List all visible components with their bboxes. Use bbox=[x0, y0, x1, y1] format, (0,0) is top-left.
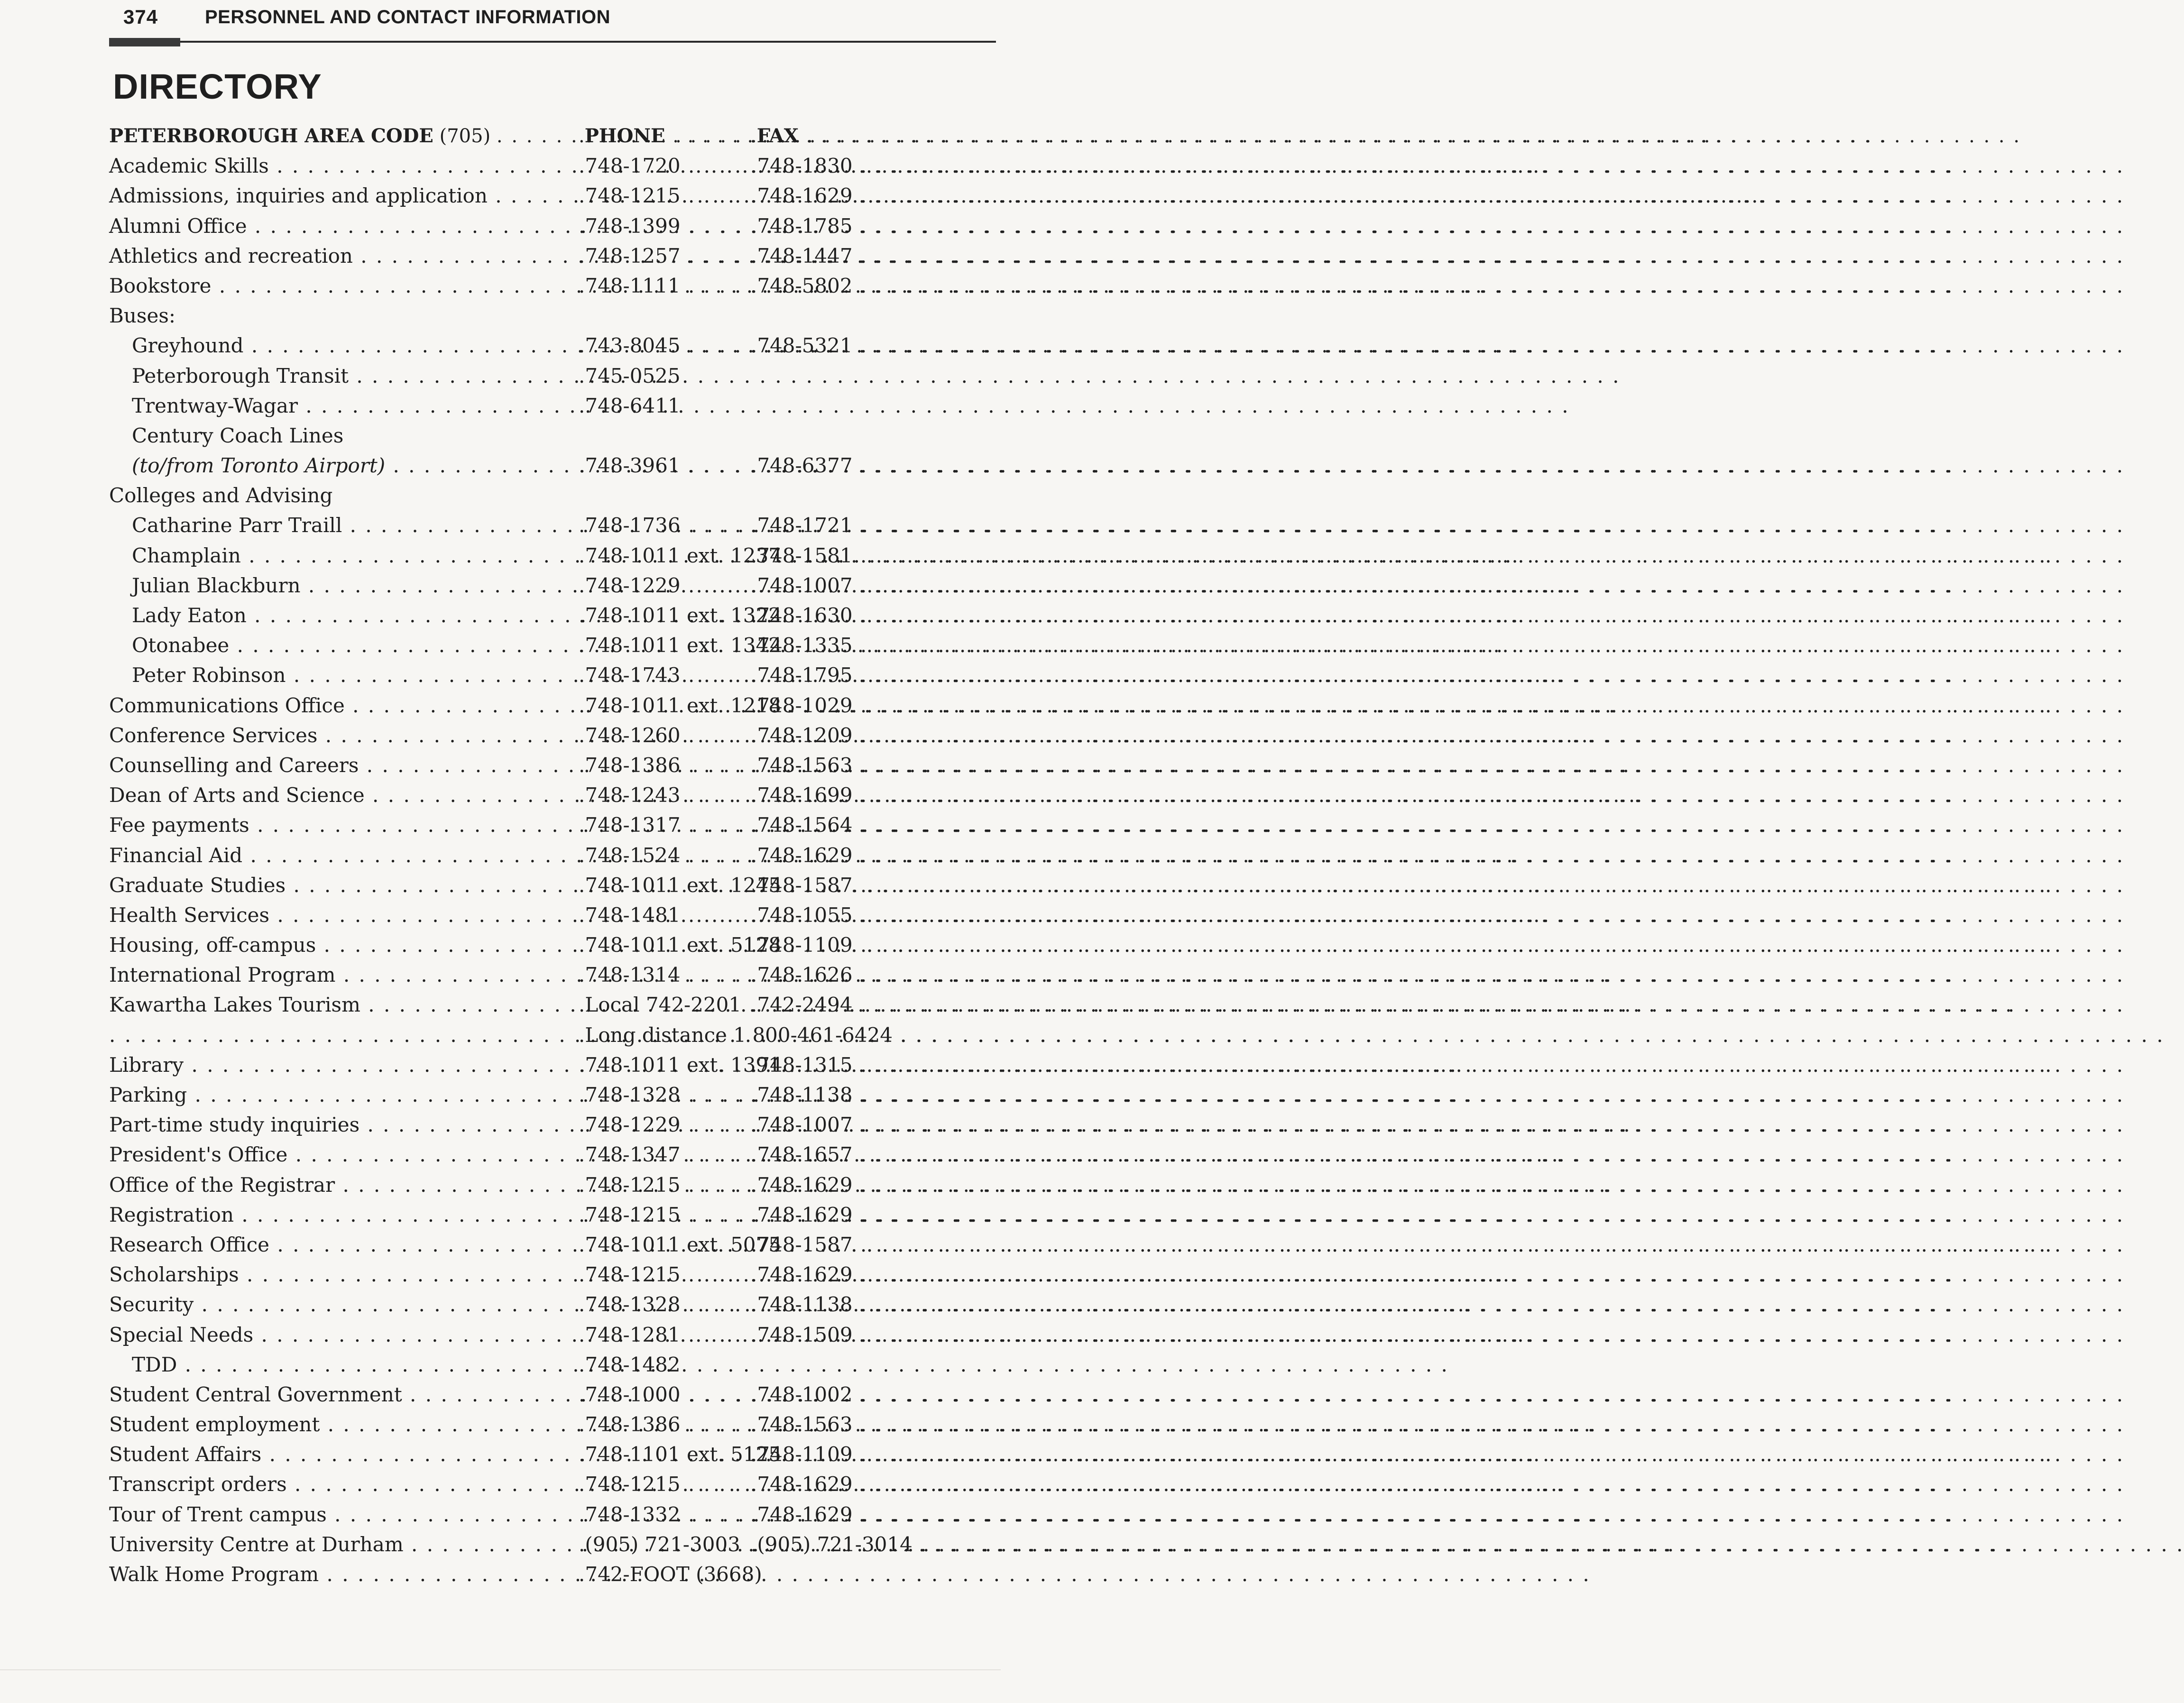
entry-phone: .748-1257 . . . bbox=[579, 241, 751, 271]
entry-fax: .748-1007 . . . bbox=[751, 571, 996, 600]
entry-fax: .748-5321 . . . bbox=[751, 331, 996, 360]
entry-fax: .748-1564 . . . bbox=[751, 810, 996, 840]
phone-column-header: .PHONE . . . bbox=[579, 121, 751, 151]
entry-fax: .748-1587 . . . bbox=[751, 1230, 996, 1260]
entry-name: Walk Home Program . . . bbox=[109, 1559, 579, 1589]
entry-name: Champlain . . . bbox=[109, 541, 579, 571]
entry-fax: .748-1563 . . . bbox=[751, 750, 996, 780]
entry-fax: .748-1629 . . . bbox=[751, 840, 996, 870]
entry-name: Lady Eaton . . . bbox=[109, 600, 579, 630]
entry-name: Greyhound . . . bbox=[109, 331, 579, 360]
entry-name: Parking . . . bbox=[109, 1080, 579, 1110]
entry-phone: .748-1743 . . . bbox=[579, 660, 751, 690]
directory-row bbox=[109, 1320, 996, 1350]
entry-phone: .748-1347 . . . bbox=[579, 1140, 751, 1169]
directory-row bbox=[109, 1140, 996, 1169]
directory-row bbox=[109, 1289, 996, 1319]
directory-row bbox=[109, 750, 996, 780]
entry-name: Kawartha Lakes Tourism . . . bbox=[109, 990, 579, 1020]
directory-row bbox=[109, 930, 996, 960]
entry-fax: .(905) 721-3014 . . . bbox=[751, 1529, 996, 1559]
entry-name: Student employment . . . bbox=[109, 1409, 579, 1439]
directory-row bbox=[109, 1260, 996, 1289]
entry-phone: .748-1011 ext. 1245 . . . bbox=[579, 870, 751, 900]
entry-fax: .748-1629 . . . bbox=[751, 1170, 996, 1200]
entry-fax: .748-1509 . . . bbox=[751, 1320, 996, 1350]
entry-fax: .748-1002 . . . bbox=[751, 1380, 996, 1409]
directory-table bbox=[109, 121, 996, 1589]
entry-name: Office of the Registrar . . . bbox=[109, 1170, 579, 1200]
entry-phone: .(905) 721-3003 . . . bbox=[579, 1529, 751, 1559]
directory-row bbox=[109, 780, 996, 810]
entry-name: Security . . . bbox=[109, 1289, 579, 1319]
entry-fax: .748-1109 . . . bbox=[751, 930, 996, 960]
entry-phone: .748-1011 ext. 1237 . . . bbox=[579, 541, 751, 571]
entry-fax: .748-1629 . . . bbox=[751, 1200, 996, 1230]
entry-name: Student Central Government . . . bbox=[109, 1380, 579, 1409]
entry-phone: .748-1328 . . . bbox=[579, 1080, 751, 1110]
entry-phone: .748-1215 . . . bbox=[579, 181, 751, 211]
entry-phone: .748-1720 . . . bbox=[579, 151, 751, 181]
entry-fax: .748-1785 . . . bbox=[751, 211, 996, 241]
entry-name: Julian Blackburn . . . bbox=[109, 571, 579, 600]
entry-name: Peterborough Transit . . . bbox=[109, 361, 579, 391]
entry-fax: .748-1587 . . . bbox=[751, 870, 996, 900]
entry-name: Catharine Parr Traill . . . bbox=[109, 510, 579, 540]
directory-row bbox=[109, 630, 996, 660]
entry-fax: .748-1795 . . . bbox=[751, 660, 996, 690]
directory-row bbox=[109, 1500, 996, 1529]
directory-row bbox=[109, 1050, 996, 1080]
directory-row bbox=[109, 361, 996, 391]
entry-name: Library . . . bbox=[109, 1050, 579, 1080]
entry-name: Conference Services . . . bbox=[109, 720, 579, 750]
entry-name: TDD . . . bbox=[109, 1350, 579, 1380]
area-code-label: PETERBOROUGH AREA CODE bbox=[109, 125, 433, 147]
entry-fax: .748-1335 . . . bbox=[751, 630, 996, 660]
entry-phone: .748-1215 . . . bbox=[579, 1200, 751, 1230]
entry-phone: .748-1281 . . . bbox=[579, 1320, 751, 1350]
entry-phone: .Local 742-2201 . . . bbox=[579, 990, 751, 1020]
entry-phone: .748-1011 ext. 1218 . . . bbox=[579, 690, 751, 720]
header-rule-block bbox=[109, 38, 180, 46]
entry-name: Tour of Trent campus . . . bbox=[109, 1500, 579, 1529]
entry-fax: .748-1630 . . . bbox=[751, 600, 996, 630]
directory-header-row bbox=[109, 121, 996, 151]
entry-phone: .748-1011 ext. 1342 . . . bbox=[579, 630, 751, 660]
entry-name: Dean of Arts and Science . . . bbox=[109, 780, 579, 810]
entry-name: Buses: bbox=[109, 304, 176, 328]
directory-row bbox=[109, 1559, 996, 1589]
directory-row bbox=[109, 1110, 996, 1140]
entry-phone: .748-1328 . . . bbox=[579, 1289, 751, 1319]
entry-phone: .745-0525 bbox=[579, 364, 681, 387]
entry-phone: .748-1011 ext. 1322 . . . bbox=[579, 600, 751, 630]
entry-phone: .748-1229 . . . bbox=[579, 1110, 751, 1140]
directory-row bbox=[109, 451, 996, 480]
entry-phone: .748-3961 . . . bbox=[579, 451, 751, 480]
entry-phone: .748-1011 ext. 5128 . . . bbox=[579, 930, 751, 960]
entry-phone: .748-1314 . . . bbox=[579, 960, 751, 990]
directory-row bbox=[109, 960, 996, 990]
directory-row bbox=[109, 181, 996, 211]
entry-name: (to/from Toronto Airport) . . . bbox=[109, 451, 579, 480]
directory-row bbox=[109, 1409, 996, 1439]
directory-row bbox=[109, 600, 996, 630]
directory-row bbox=[109, 1020, 996, 1050]
entry-fax: .748-5802 . . . bbox=[751, 271, 996, 301]
entry-name: Otonabee . . . bbox=[109, 630, 579, 660]
entry-name: Admissions, inquiries and application . . . bbox=[109, 181, 579, 211]
entry-phone: .748-1111 . . . bbox=[579, 271, 751, 301]
page-bottom-edge bbox=[0, 1669, 1001, 1670]
directory-row bbox=[109, 211, 996, 241]
entry-phone: .748-1481 . . . bbox=[579, 900, 751, 930]
area-code-value: (705) bbox=[439, 125, 491, 147]
entry-name: Research Office . . . bbox=[109, 1230, 579, 1260]
entry-fax: .748-1830 . . . bbox=[751, 151, 996, 181]
directory-row bbox=[109, 421, 996, 451]
phone-label: PHONE bbox=[584, 125, 665, 147]
entry-name: Counselling and Careers . . . bbox=[109, 750, 579, 780]
entry-phone: .748-1317 . . . bbox=[579, 810, 751, 840]
directory-row bbox=[109, 810, 996, 840]
directory-row bbox=[109, 990, 996, 1020]
page-title: DIRECTORY bbox=[113, 67, 322, 106]
directory-row bbox=[109, 870, 996, 900]
entry-fax: .748-1629 . . . bbox=[751, 1500, 996, 1529]
area-code-header bbox=[109, 121, 579, 151]
entry-name: Alumni Office . . . bbox=[109, 211, 579, 241]
directory-row bbox=[109, 1469, 996, 1499]
directory-row bbox=[109, 690, 996, 720]
entry-phone: .748-1215 . . . bbox=[579, 1260, 751, 1289]
entry-fax: .748-1626 . . . bbox=[751, 960, 996, 990]
entry-phone: .748-1386 . . . bbox=[579, 1409, 751, 1439]
entry-name: Peter Robinson . . . bbox=[109, 660, 579, 690]
entry-name: Financial Aid . . . bbox=[109, 840, 579, 870]
entry-phone: .748-1229 . . . bbox=[579, 571, 751, 600]
entry-name: Student Affairs . . . bbox=[109, 1439, 579, 1469]
entry-fax: .748-1138 . . . bbox=[751, 1289, 996, 1319]
page-number: 374 bbox=[123, 6, 158, 28]
entry-fax: .748-1447 . . . bbox=[751, 241, 996, 271]
directory-row bbox=[109, 391, 996, 421]
entry-name: Colleges and Advising bbox=[109, 484, 333, 507]
directory-row bbox=[109, 1230, 996, 1260]
entry-phone: .Long distance 1 800-461-6424 . . . bbox=[579, 1020, 996, 1050]
entry-fax: .748-1109 . . . bbox=[751, 1439, 996, 1469]
entry-phone: .748-1399 . . . bbox=[579, 211, 751, 241]
directory-row bbox=[109, 1200, 996, 1230]
entry-fax: .748-1721 . . . bbox=[751, 510, 996, 540]
page-header bbox=[109, 6, 996, 39]
entry-fax: .748-1581 . . . bbox=[751, 541, 996, 571]
entry-name: Part-time study inquiries . . . bbox=[109, 1110, 579, 1140]
entry-fax: .748-1209 . . . bbox=[751, 720, 996, 750]
entry-name: Communications Office . . . bbox=[109, 690, 579, 720]
directory-row bbox=[109, 1350, 996, 1380]
entry-name: Graduate Studies . . . bbox=[109, 870, 579, 900]
entry-name: Registration . . . bbox=[109, 1200, 579, 1230]
directory-row bbox=[109, 1170, 996, 1200]
entry-phone: .748-1524 . . . bbox=[579, 840, 751, 870]
entry-name: University Centre at Durham . . . bbox=[109, 1529, 579, 1559]
directory-row bbox=[109, 1439, 996, 1469]
entry-fax: .748-1029 . . . bbox=[751, 690, 996, 720]
entry-fax: .748-1138 . . . bbox=[751, 1080, 996, 1110]
directory-row bbox=[109, 151, 996, 181]
entry-phone: .748-1215 . . . bbox=[579, 1469, 751, 1499]
directory-row bbox=[109, 331, 996, 360]
header-rule bbox=[109, 41, 996, 43]
directory-row bbox=[109, 1380, 996, 1409]
entry-phone: .748-1215 . . . bbox=[579, 1170, 751, 1200]
entry-phone: .748-1011 ext. 1391 . . . bbox=[579, 1050, 751, 1080]
running-title: PERSONNEL AND CONTACT INFORMATION bbox=[205, 7, 610, 28]
entry-fax: .748-1315 . . . bbox=[751, 1050, 996, 1080]
directory-row bbox=[109, 1529, 996, 1559]
entry-name: President's Office . . . bbox=[109, 1140, 579, 1169]
directory-row bbox=[109, 900, 996, 930]
fax-label: FAX bbox=[756, 125, 799, 147]
directory-row bbox=[109, 301, 996, 331]
entry-phone: .748-1101 ext. 5125 . . . bbox=[579, 1439, 751, 1469]
entry-name: Health Services . . . bbox=[109, 900, 579, 930]
entry-name: Academic Skills . . . bbox=[109, 151, 579, 181]
entry-fax: .748-1629 . . . bbox=[751, 181, 996, 211]
entry-name bbox=[109, 1020, 579, 1050]
directory-row bbox=[109, 480, 996, 510]
entry-phone: .748-1000 . . . bbox=[579, 1380, 751, 1409]
entry-phone: .748-1386 . . . bbox=[579, 750, 751, 780]
directory-row bbox=[109, 510, 996, 540]
entry-phone: .748-1260 . . . bbox=[579, 720, 751, 750]
directory-row bbox=[109, 720, 996, 750]
entry-fax: .748-1629 . . . bbox=[751, 1260, 996, 1289]
entry-phone: .748-6411 bbox=[579, 394, 681, 417]
entry-fax: .742-2494 . . . bbox=[751, 990, 996, 1020]
entry-fax: .748-1629 . . . bbox=[751, 1469, 996, 1499]
directory-row bbox=[109, 840, 996, 870]
entry-name: Housing, off-campus . . . bbox=[109, 930, 579, 960]
directory-row bbox=[109, 271, 996, 301]
entry-name: Fee payments . . . bbox=[109, 810, 579, 840]
entry-fax: .748-1699 . . . bbox=[751, 780, 996, 810]
entry-fax: .748-1055 . . . bbox=[751, 900, 996, 930]
entry-phone: .748-1482 bbox=[579, 1353, 681, 1376]
entry-name: International Program . . . bbox=[109, 960, 579, 990]
entry-phone: .742-FOOT (3668) bbox=[579, 1563, 762, 1586]
entry-phone: .748-1736 . . . bbox=[579, 510, 751, 540]
entry-name: Athletics and recreation . . . bbox=[109, 241, 579, 271]
entry-name: Century Coach Lines bbox=[132, 423, 344, 447]
entry-name: Transcript orders . . . bbox=[109, 1469, 579, 1499]
entry-name: Scholarships . . . bbox=[109, 1260, 579, 1289]
entry-fax: .748-1563 . . . bbox=[751, 1409, 996, 1439]
directory-row bbox=[109, 660, 996, 690]
entry-fax: .748-6377 . . . bbox=[751, 451, 996, 480]
entry-phone: .748-1332 . . . bbox=[579, 1500, 751, 1529]
directory-row bbox=[109, 1080, 996, 1110]
entry-name: Special Needs . . . bbox=[109, 1320, 579, 1350]
entry-name: Trentway-Wagar . . . bbox=[109, 391, 579, 421]
entry-fax: .748-1007 . . . bbox=[751, 1110, 996, 1140]
directory-row bbox=[109, 571, 996, 600]
fax-column-header: .FAX . . . bbox=[751, 121, 996, 151]
directory-row bbox=[109, 241, 996, 271]
entry-name: Bookstore . . . bbox=[109, 271, 579, 301]
directory-row bbox=[109, 541, 996, 571]
entry-phone: .748-1011 ext. 5075 . . . bbox=[579, 1230, 751, 1260]
entry-phone: .748-1243 . . . bbox=[579, 780, 751, 810]
entry-phone: .743-8045 . . . bbox=[579, 331, 751, 360]
entry-fax: .748-1657 . . . bbox=[751, 1140, 996, 1169]
